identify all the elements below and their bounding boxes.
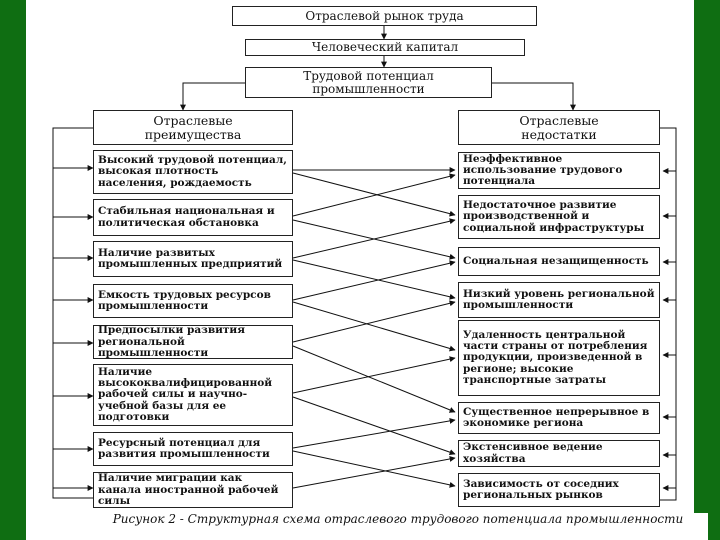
disadvantage-item	[458, 402, 660, 434]
disadvantage-text: Неэффективное использование трудового потенциала	[463, 152, 623, 188]
disadvantage-item	[458, 440, 660, 467]
disadvantage-item	[458, 247, 660, 276]
industry-labor-market-label: Отраслевой рынок труда	[305, 8, 464, 23]
advantages-header	[93, 110, 293, 145]
advantage-text: Высокий трудовой потенциал, высокая плотность населения, рождаемость	[98, 154, 287, 189]
human-capital-label: Человеческий капитал	[311, 40, 459, 55]
advantage-item	[93, 325, 293, 359]
disadvantage-item	[458, 282, 660, 318]
advantage-text: Емкость трудовых ресурсов промышленности	[98, 288, 271, 312]
advantage-item	[93, 150, 293, 194]
disadvantage-text: Низкий уровень региональной промышленности	[463, 287, 655, 311]
advantage-item	[93, 472, 293, 508]
right-green-band	[692, 0, 720, 540]
labor-potential-label: Трудовой потенциал промышленности	[303, 68, 434, 96]
disadvantage-item	[458, 320, 660, 396]
labor-potential-box	[245, 67, 492, 98]
human-capital-box	[245, 39, 525, 56]
disadvantage-item	[458, 195, 660, 239]
disadvantage-text: Существенное непрерывное в экономике региона	[463, 405, 650, 429]
advantage-text: Ресурсный потенциал для развития промышленности	[98, 436, 270, 460]
advantage-text: Наличие высококвалифицированной рабочей силы и научно-учебной базы для ее подготовки	[98, 366, 273, 423]
disadvantage-text: Экстенсивное ведение хозяйства	[463, 441, 603, 465]
disadvantage-text: Недостаточное развитие производственной и социальной инфраструктуры	[463, 199, 645, 234]
left-green-band	[0, 0, 28, 540]
disadvantage-item	[458, 473, 660, 507]
advantage-text: Предпосылки развития региональной промышленности	[98, 324, 245, 359]
advantage-item	[93, 284, 293, 318]
disadvantages-header	[458, 110, 660, 145]
advantage-item	[93, 432, 293, 466]
advantage-text: Наличие миграции как канала иностранной рабочей силы	[98, 472, 279, 507]
disadvantages-header-label: Отраслевые недостатки	[519, 113, 599, 142]
industry-labor-market-box	[232, 6, 537, 26]
figure-caption: Рисунок 2 - Структурная схема отраслевого трудового потенциала промышленности	[88, 513, 708, 540]
disadvantage-text: Зависимость от соседних региональных рынков	[463, 477, 619, 501]
disadvantage-text: Удаленность центральной части страны от потребления продукции, произведенной в регионе; высокие транспортные затраты	[463, 329, 648, 386]
advantage-item	[93, 199, 293, 236]
disadvantage-text: Социальная незащищенность	[463, 254, 649, 267]
advantages-header-label: Отраслевые преимущества	[144, 113, 242, 142]
advantage-text: Стабильная национальная и политическая обстановка	[98, 205, 275, 229]
advantage-text: Наличие развитых промышленных предприятий	[98, 246, 283, 270]
advantage-item	[93, 364, 293, 426]
disadvantage-item	[458, 152, 660, 189]
advantage-item	[93, 241, 293, 277]
